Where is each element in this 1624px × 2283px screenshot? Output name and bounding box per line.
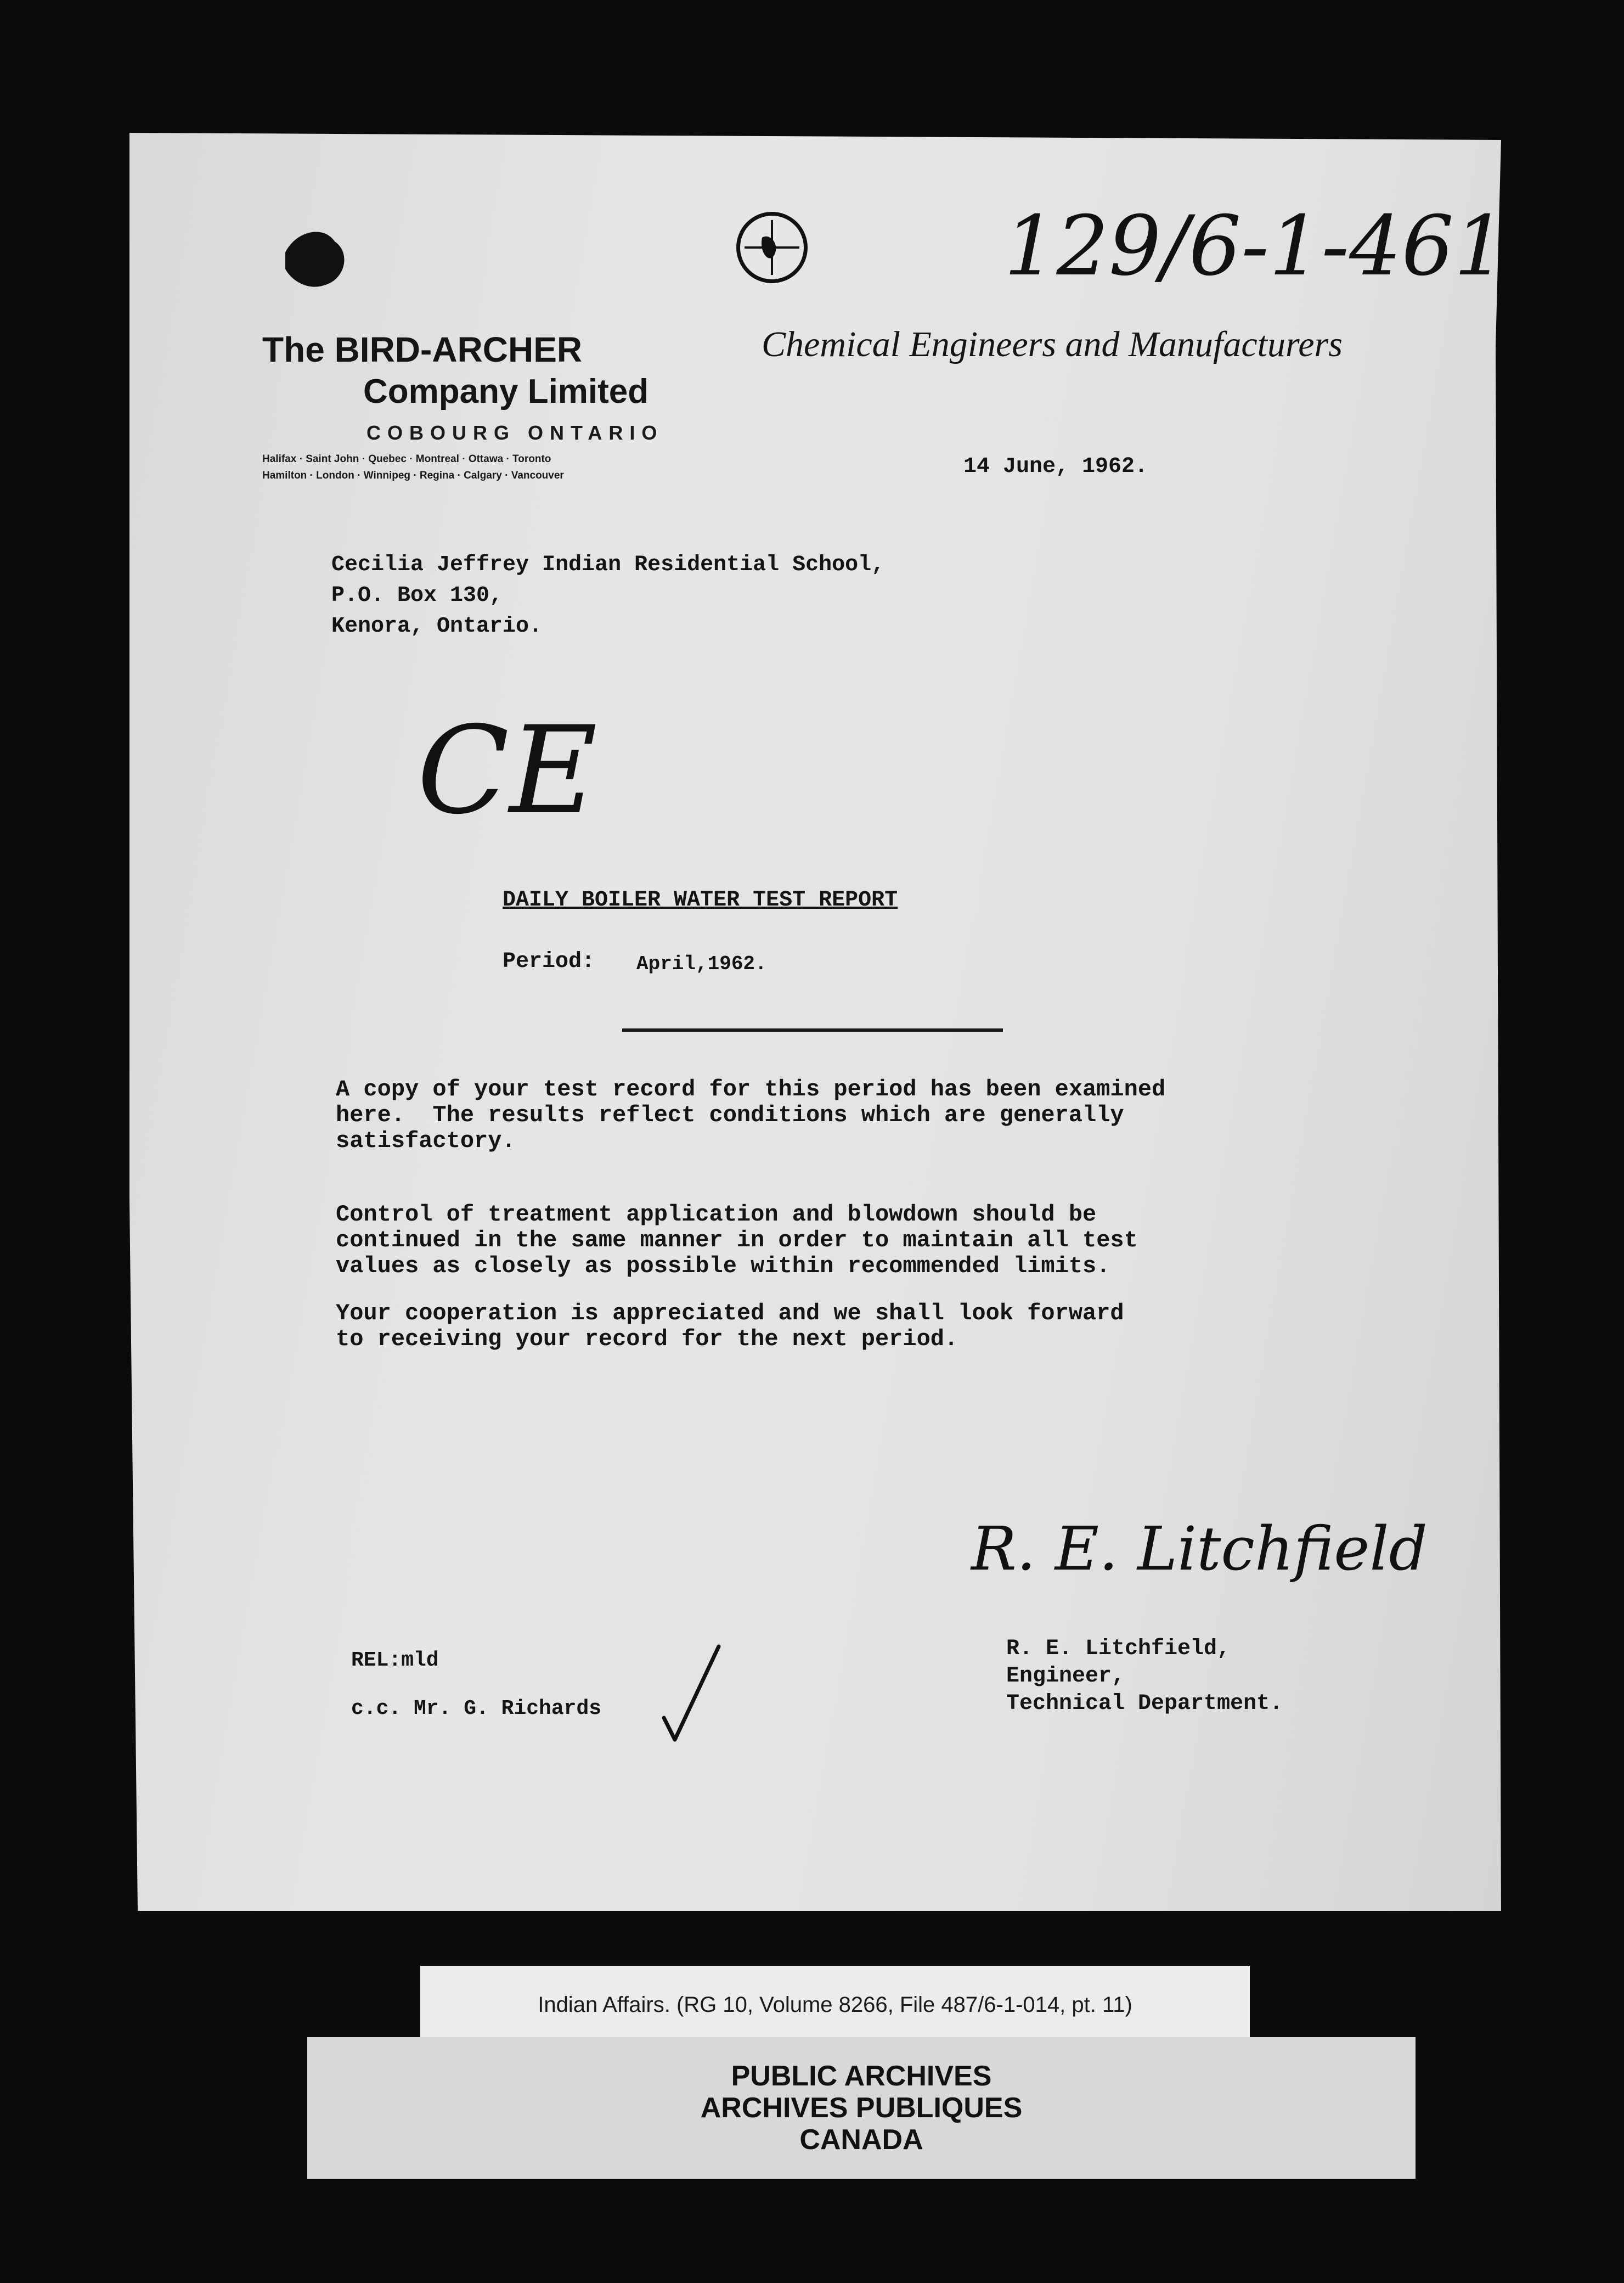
branch-list-line2: Hamilton · London · Winnipeg · Regina · Calgary · Vancouver <box>262 470 564 481</box>
letter-sheet <box>129 133 1501 1911</box>
signer-block: R. E. Litchfield, Engineer, Technical Department. <box>1006 1637 1283 1716</box>
period-value: April,1962. <box>636 953 767 975</box>
letter-date: 14 June, 1962. <box>963 454 1148 479</box>
stamp-line: CANADA <box>799 2124 923 2156</box>
body-paragraph-2: Control of treatment application and blowdown should be continued in the same manner in order to maintain all test values as closely as possible within recommended limits. <box>336 1201 1138 1279</box>
recipient-address <box>331 550 884 642</box>
carbon-copy-line: c.c. Mr. G. Richards <box>351 1697 602 1720</box>
divider-line <box>622 1028 1003 1032</box>
archive-reference-label: Indian Affairs. (RG 10, Volume 8266, File 487/6-1-014, pt. 11) <box>420 1966 1250 2044</box>
handwritten-signature <box>966 1493 1428 1602</box>
company-city: COBOURG ONTARIO <box>366 421 664 444</box>
body-paragraph-3: Your cooperation is appreciated and we shall look forward to receiving your record for the next period. <box>336 1300 1124 1352</box>
handwritten-annotation <box>406 691 597 841</box>
company-logo <box>736 212 808 283</box>
check-mark-icon <box>653 1641 730 1745</box>
ink-blot <box>274 220 362 296</box>
company-name-line2: Company Limited <box>363 373 649 411</box>
reference-initials: REL:mld <box>351 1649 439 1672</box>
period-label: Period: <box>503 949 595 974</box>
svg-text:R. E. Litchfield: R. E. Litchfield <box>971 1514 1428 1584</box>
company-name: The BIRD-ARCHER <box>262 330 583 369</box>
stamp-line: PUBLIC ARCHIVES <box>731 2060 992 2092</box>
stamp-line: ARCHIVES PUBLIQUES <box>700 2092 1023 2124</box>
svg-text:CE: CE <box>417 700 597 841</box>
body-paragraph-1: A copy of your test record for this period has been examined here. The results reflect conditions which are generally satisfactory. <box>336 1076 1166 1154</box>
branch-list-line1: Halifax · Saint John · Quebec · Montreal · Ottawa · Toronto <box>262 453 551 465</box>
address-line: Cecilia Jeffrey Indian Residential School, <box>331 553 885 577</box>
svg-text:129/6-1-461: 129/6-1-461 <box>1004 199 1507 294</box>
report-title: DAILY BOILER WATER TEST REPORT <box>503 888 898 913</box>
address-line: P.O. Box 130, <box>331 583 503 608</box>
archive-stamp <box>527 2037 1196 2179</box>
company-tagline: Chemical Engineers and Manufacturers <box>762 324 1343 364</box>
archive-stamp-strip <box>307 2037 1416 2179</box>
handwritten-file-number <box>999 192 1507 302</box>
address-line: Kenora, Ontario. <box>331 614 543 639</box>
